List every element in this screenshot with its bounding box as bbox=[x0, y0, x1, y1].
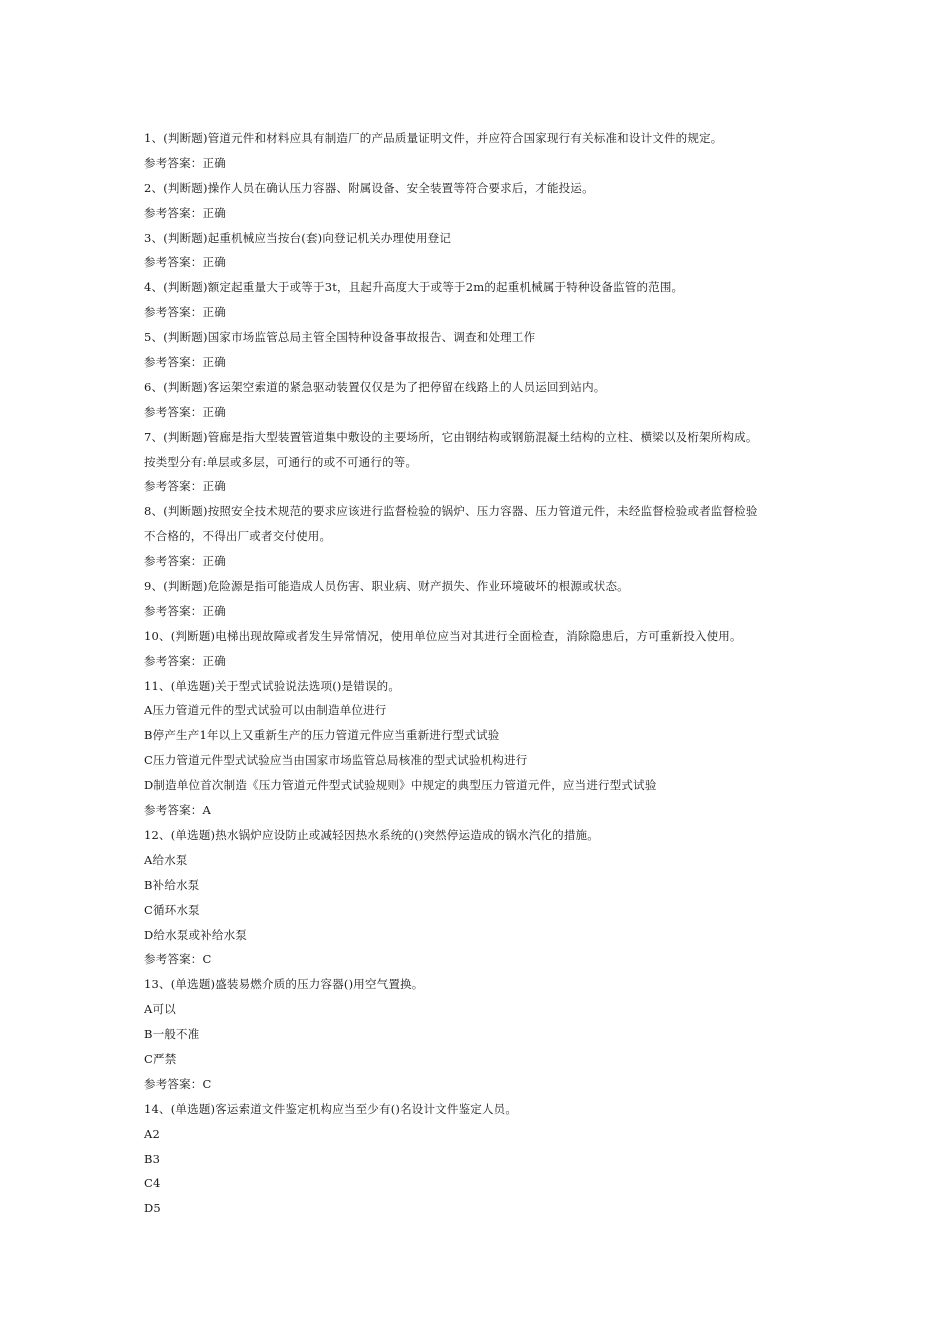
text-line: 12、(单选题)热水锅炉应设防止或减轻因热水系统的()突然停运造成的锅水汽化的措施。 bbox=[144, 827, 599, 842]
text-line: 11、(单选题)关于型式试验说法选项()是错误的。 bbox=[144, 678, 401, 693]
text-line: 参考答案：正确 bbox=[144, 479, 226, 494]
text-line: 14、(单选题)客运索道文件鉴定机构应当至少有()名设计文件鉴定人员。 bbox=[144, 1101, 518, 1116]
text-line: 参考答案：正确 bbox=[144, 205, 226, 220]
text-line: 参考答案：正确 bbox=[144, 155, 226, 170]
text-line: 按类型分有:单层或多层，可通行的或不可通行的等。 bbox=[144, 454, 418, 469]
text-line: A2 bbox=[144, 1126, 161, 1141]
text-line: 2、(判断题)操作人员在确认压力容器、附属设备、安全装置等符合要求后，才能投运。 bbox=[144, 180, 594, 195]
text-line: A给水泵 bbox=[144, 852, 188, 867]
text-line: B补给水泵 bbox=[144, 877, 200, 892]
text-line: 5、(判断题)国家市场监管总局主管全国特种设备事故报告、调查和处理工作 bbox=[144, 330, 536, 345]
text-line: C循环水泵 bbox=[144, 902, 200, 917]
text-line: D5 bbox=[144, 1201, 161, 1216]
text-line: 6、(判断题)客运架空索道的紧急驱动装置仅仅是为了把停留在线路上的人员运回到站内。 bbox=[144, 379, 606, 394]
text-line: 参考答案：正确 bbox=[144, 404, 226, 419]
text-line: 10、(判断题)电梯出现故障或者发生异常情况，使用单位应当对其进行全面检查，消除隐患后，方可重新投入使用。 bbox=[144, 628, 742, 643]
text-line: 参考答案：正确 bbox=[144, 603, 226, 618]
text-line: 7、(判断题)管廊是指大型装置管道集中敷设的主要场所，它由钢结构或钢筋混凝土结构的立柱、横梁以及桁架所构成。 bbox=[144, 429, 758, 444]
text-line: 参考答案：正确 bbox=[144, 355, 226, 370]
text-line: 参考答案：正确 bbox=[144, 554, 226, 569]
text-line: 8、(判断题)按照安全技术规范的要求应该进行监督检验的锅炉、压力容器、压力管道元件，未经监督检验或者监督检验 bbox=[144, 504, 758, 519]
text-line: 参考答案：正确 bbox=[144, 305, 226, 320]
text-line: B3 bbox=[144, 1151, 161, 1166]
text-line: 参考答案：正确 bbox=[144, 255, 226, 270]
text-line: 1、(判断题)管道元件和材料应具有制造厂的产品质量证明文件，并应符合国家现行有关标准和设计文件的规定。 bbox=[144, 131, 723, 145]
text-line: 3、(判断题)起重机械应当按台(套)向登记机关办理使用登记 bbox=[144, 230, 452, 245]
text-line: 参考答案：C bbox=[144, 952, 212, 967]
text-line: B一般不准 bbox=[144, 1027, 200, 1042]
text-line: 参考答案：正确 bbox=[144, 653, 226, 668]
text-line: 不合格的，不得出厂或者交付使用。 bbox=[144, 529, 332, 544]
text-line: 参考答案：C bbox=[144, 1076, 212, 1091]
text-line: A压力管道元件的型式试验可以由制造单位进行 bbox=[144, 703, 387, 718]
text-line: A可以 bbox=[144, 1002, 176, 1017]
text-line: 9、(判断题)危险源是指可能造成人员伤害、职业病、财产损失、作业环境破坏的根源或状态。 bbox=[144, 579, 629, 594]
text-line: C4 bbox=[144, 1176, 161, 1191]
text-line: 4、(判断题)额定起重量大于或等于3t，且起升高度大于或等于2m的起重机械属于特种设备监管的范围。 bbox=[144, 280, 684, 295]
text-line: D给水泵或补给水泵 bbox=[144, 927, 248, 942]
text-line: D制造单位首次制造《压力管道元件型式试验规则》中规定的典型压力管道元件，应当进行型式试验 bbox=[144, 778, 657, 793]
text-line: 13、(单选题)盛装易燃介质的压力容器()用空气置换。 bbox=[144, 977, 424, 992]
text-line: C压力管道元件型式试验应当由国家市场监管总局核准的型式试验机构进行 bbox=[144, 753, 528, 768]
text-line: C严禁 bbox=[144, 1051, 177, 1066]
question-list bbox=[144, 126, 824, 1221]
text-line: B停产生产1年以上又重新生产的压力管道元件应当重新进行型式试验 bbox=[144, 728, 500, 743]
text-line: 参考答案：A bbox=[144, 803, 212, 818]
